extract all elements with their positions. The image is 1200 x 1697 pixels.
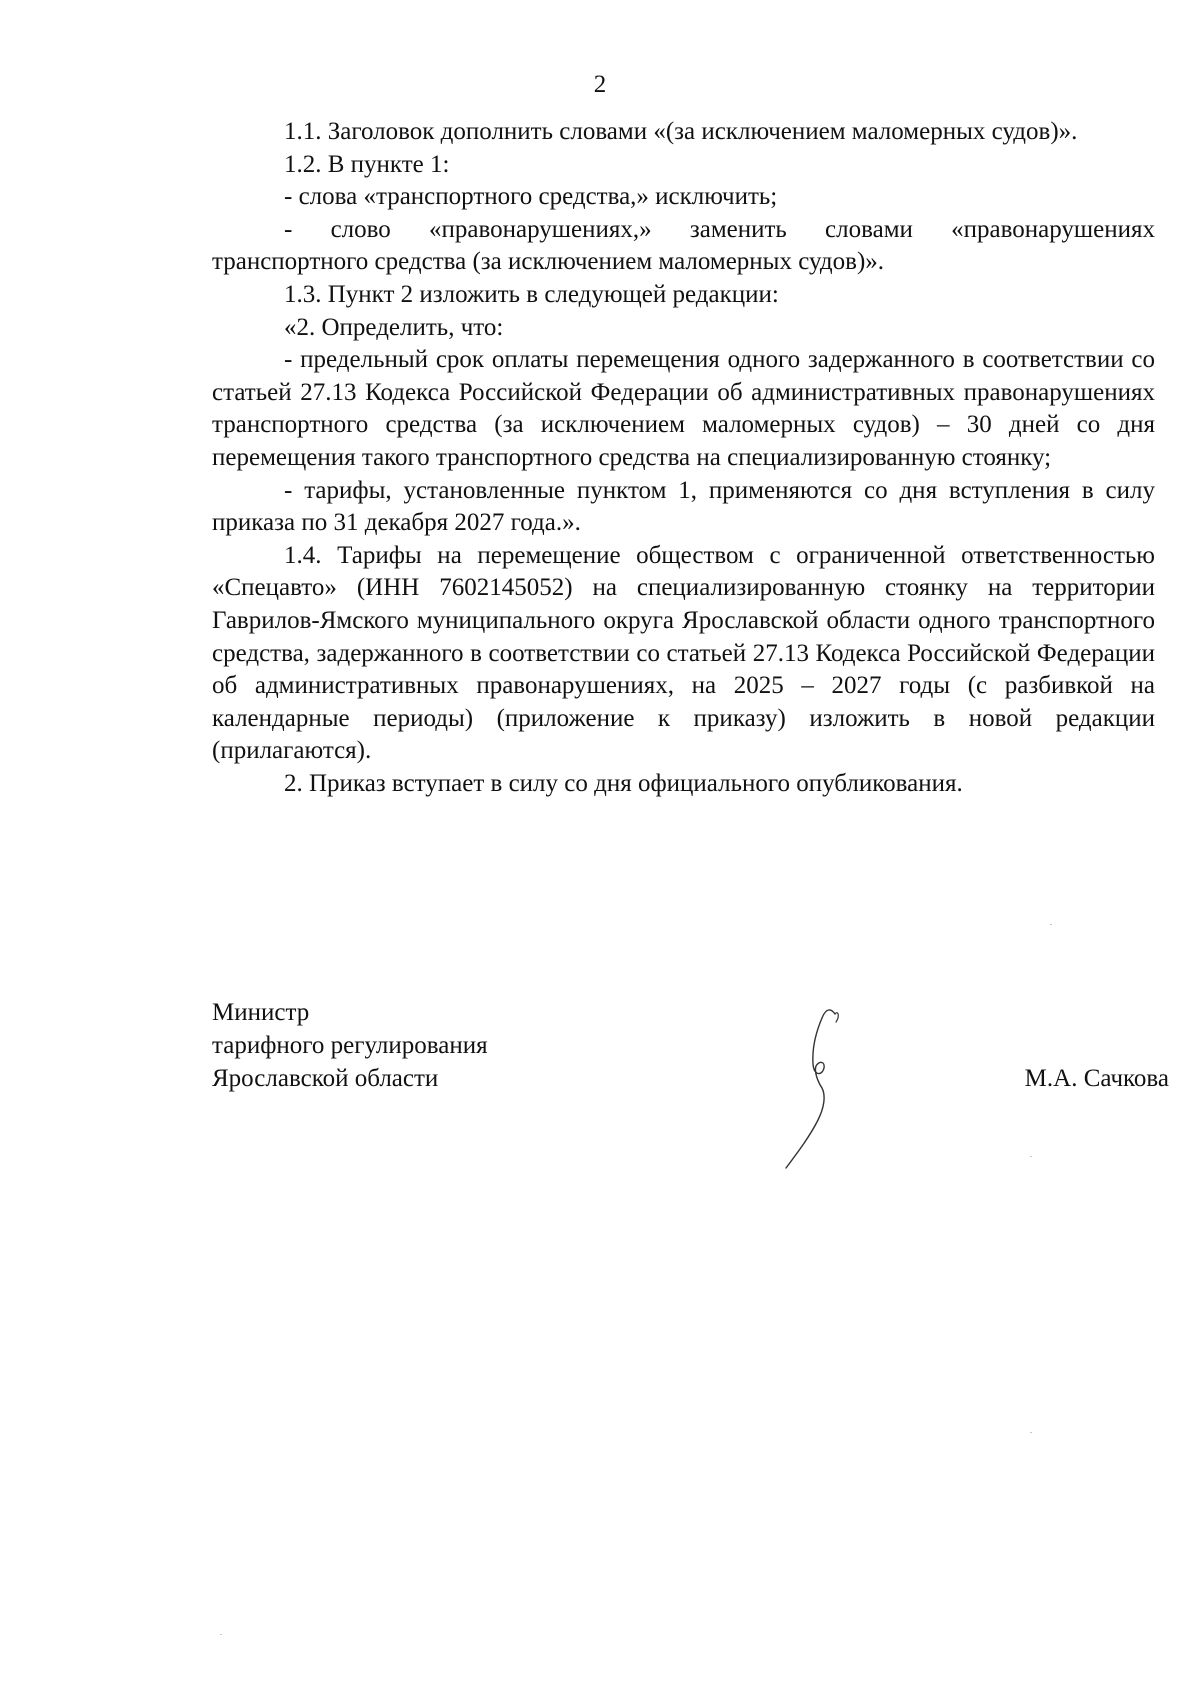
paragraph-1-2-item-1: - слова «транспортного средства,» исключить; (284, 183, 778, 211)
document-body (212, 116, 1155, 800)
paragraph-1-3: 1.3. Пункт 2 изложить в следующей редакции: (284, 280, 779, 308)
paragraph-1-3-quote-start: «2. Определить, что: (284, 313, 504, 341)
paragraph-1-2: 1.2. В пункте 1: (284, 150, 450, 178)
signer-title (212, 996, 488, 1095)
paragraph-1-3-item-2: - тарифы, установленные пунктом 1, применяются со дня вступления в силу приказа по 31 декабря 2027 года.». (212, 476, 1155, 537)
signature-block (212, 996, 1169, 1196)
signer-title-line-2: тарифного регулирования (212, 1032, 488, 1059)
paragraph-1-1: 1.1. Заголовок дополнить словами «(за исключением маломерных судов)». (284, 118, 1078, 145)
scan-speck (220, 1634, 222, 1635)
paragraph-1-2-item-2: - слово «правонарушениях,» заменить словами «правонарушениях транспортного средства (за исключением маломерных судов)». (212, 215, 1155, 276)
signer-name: М.А. Сачкова (1024, 1065, 1169, 1092)
paragraph-1-3-item-1: - предельный срок оплаты перемещения одного задержанного в соответствии со статьей 27.13 Кодекса Российской Федерации об административных правонарушениях транспортного средства (за исключением маломерных судов) – 30 дней со дня перемещения такого транспортного средства на специализированную стоянку; (212, 346, 1155, 471)
page-number: 2 (593, 71, 607, 98)
paragraph-2: 2. Приказ вступает в силу со дня официального опубликования. (284, 769, 963, 797)
scan-speck (1030, 1432, 1032, 1433)
signer-title-line-3: Ярославской области (212, 1065, 439, 1092)
scan-speck (1030, 1156, 1032, 1157)
paragraph-1-4: 1.4. Тарифы на перемещение обществом с ограниченной ответственностью «Спецавто» (ИНН 7602145052) на специализированную стоянку на территории Гаврилов-Ямского муниципального округа Ярославской области одного транспортного средства, задержанного в соответствии со статьей 27.13 Кодекса Российской Федерации об административных правонарушениях, на 2025 – 2027 годы (с разбивкой на календарные периоды) (приложение к приказу) изложить в новой редакции (прилагаются). (212, 541, 1155, 765)
signer-title-line-1: Министр (212, 999, 310, 1026)
handwritten-signature (772, 996, 892, 1176)
scan-speck (1050, 924, 1052, 925)
